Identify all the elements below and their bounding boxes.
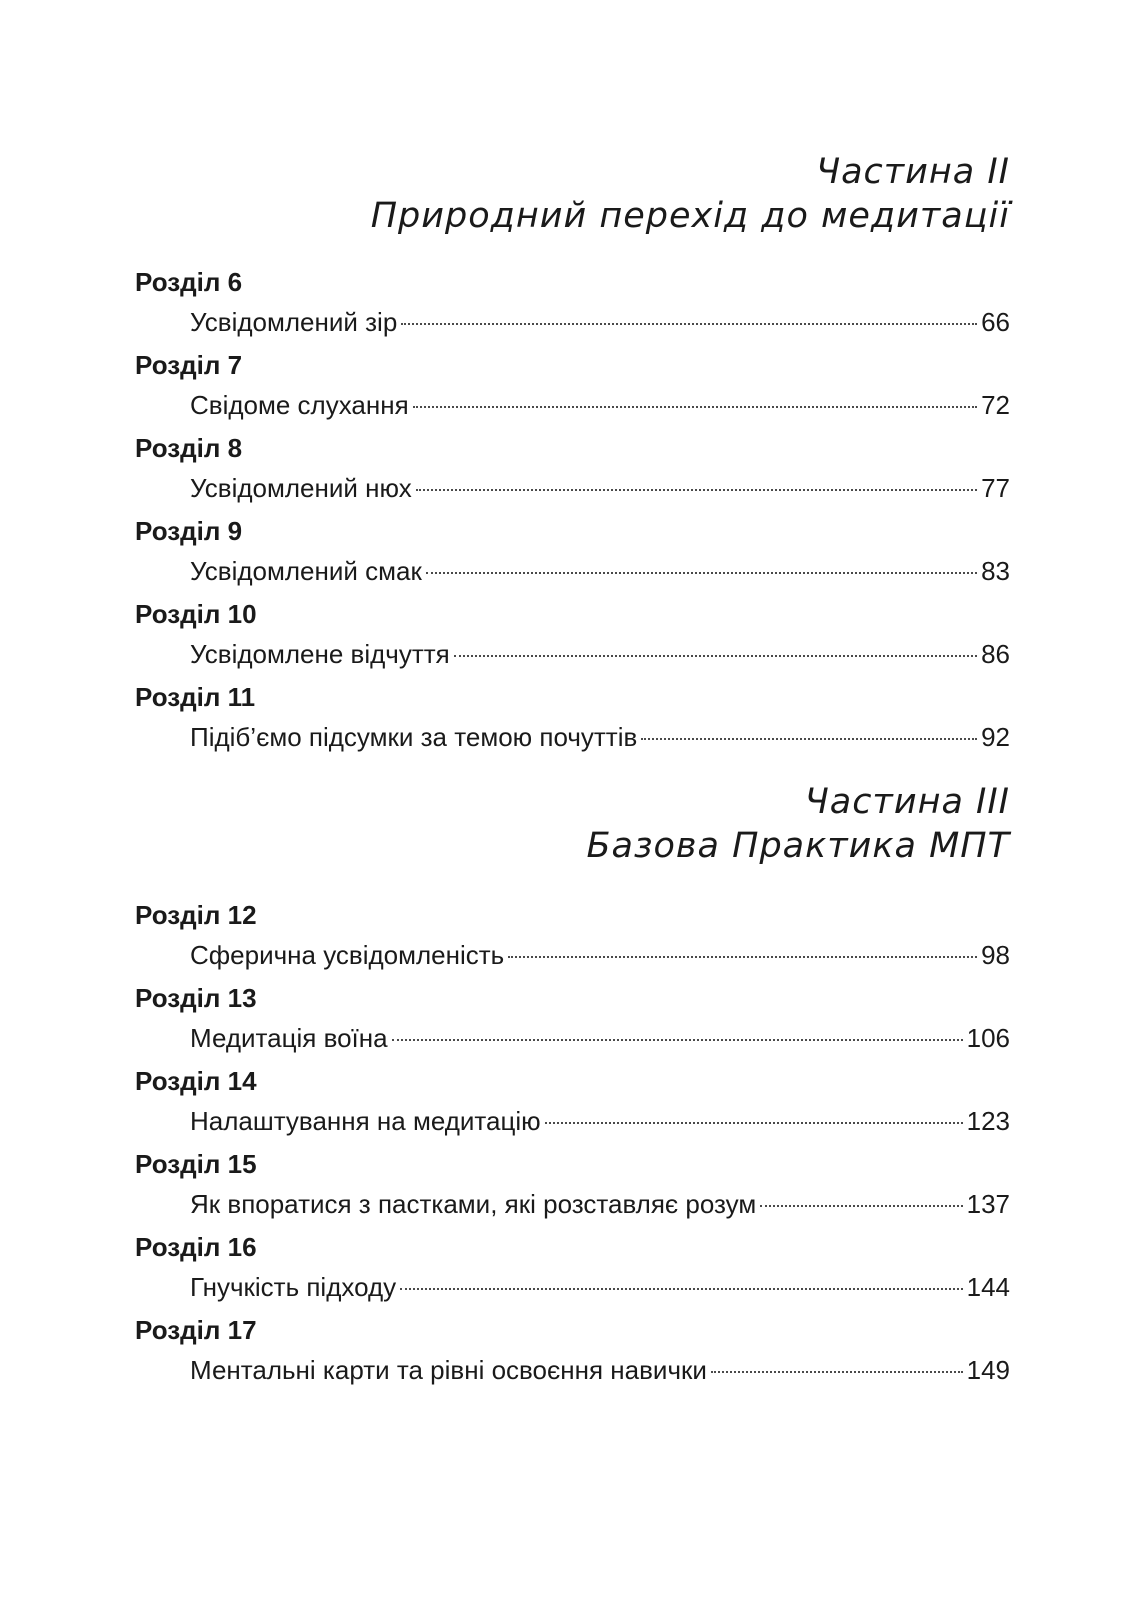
chapter-label: Розділ 16 [135,1232,257,1262]
toc-entry[interactable] [190,637,1010,671]
dot-leader [641,738,977,740]
page-number: 83 [981,556,1010,586]
toc-section [135,265,1010,763]
entry-title: Ментальні карти та рівні освоєння навички [190,1355,707,1385]
toc-chapter [135,898,1010,981]
dot-leader [416,489,977,491]
toc-section [135,898,1010,1396]
page-number: 149 [966,1355,1010,1385]
part-heading [371,150,1010,238]
entry-title: Медитація воїна [190,1023,388,1053]
page-number: 86 [981,639,1010,669]
page-number: 144 [966,1272,1010,1302]
chapter-label: Розділ 14 [135,1066,257,1096]
page-number: 77 [981,473,1010,503]
chapter-label: Розділ 6 [135,267,243,297]
dot-leader [454,655,977,657]
chapter-label: Розділ 17 [135,1315,257,1345]
toc-entry[interactable] [190,1021,1010,1055]
part-heading [586,780,1010,868]
toc-chapter [135,1064,1010,1147]
toc-entry[interactable] [190,388,1010,422]
entry-title: Сферична усвідомленість [190,940,505,970]
entry-title: Як впоратися з пастками, які розставляє розум [190,1189,757,1219]
dot-leader [401,323,977,325]
entry-title: Усвідомлене відчуття [190,639,450,669]
toc-chapter [135,514,1010,597]
toc-entry[interactable] [190,720,1010,754]
dot-leader [400,1288,962,1290]
toc-chapter [135,981,1010,1064]
dot-leader [508,956,977,958]
chapter-label: Розділ 13 [135,983,257,1013]
page-number: 72 [981,390,1010,420]
dot-leader [413,406,977,408]
toc-chapter [135,597,1010,680]
toc-entry[interactable] [190,1353,1010,1387]
toc-entry[interactable] [190,305,1010,339]
entry-title: Свідоме слухання [190,390,409,420]
part-label: Частина II [816,152,1010,192]
chapter-label: Розділ 15 [135,1149,257,1179]
dot-leader [545,1122,963,1124]
entry-title: Усвідомлений смак [190,556,422,586]
toc-entry[interactable] [190,938,1010,972]
toc-chapter [135,265,1010,348]
page-number: 106 [966,1023,1010,1053]
toc-entry[interactable] [190,1270,1010,1304]
dot-leader [392,1039,963,1041]
entry-title: Усвідомлений нюх [190,473,412,503]
page-number: 92 [981,722,1010,752]
toc-entry[interactable] [190,1104,1010,1138]
entry-title: Налаштування на медитацію [190,1106,541,1136]
toc-chapter [135,431,1010,514]
chapter-label: Розділ 8 [135,433,243,463]
part-title: Природний перехід до медитації [370,196,1010,236]
chapter-label: Розділ 10 [135,599,257,629]
chapter-label: Розділ 9 [135,516,243,546]
toc-entry[interactable] [190,1187,1010,1221]
toc-chapter [135,680,1010,763]
entry-title: Гнучкість підходу [190,1272,397,1302]
page-number: 66 [981,307,1010,337]
entry-title: Підіб’ємо підсумки за темою почуттів [190,722,638,752]
toc-chapter [135,348,1010,431]
dot-leader [711,1371,963,1373]
toc-chapter [135,1147,1010,1230]
entry-title: Усвідомлений зір [190,307,398,337]
part-label: Частина III [804,782,1010,822]
toc-entry[interactable] [190,471,1010,505]
toc-chapter [135,1230,1010,1313]
chapter-label: Розділ 12 [135,900,257,930]
toc-entry[interactable] [190,554,1010,588]
dot-leader [760,1205,962,1207]
toc-chapter [135,1313,1010,1396]
page-number: 98 [981,940,1010,970]
chapter-label: Розділ 7 [135,350,243,380]
chapter-label: Розділ 11 [135,682,256,712]
part-title: Базова Практика МПТ [586,826,1010,866]
dot-leader [426,572,977,574]
page-number: 137 [966,1189,1010,1219]
page-number: 123 [966,1106,1010,1136]
